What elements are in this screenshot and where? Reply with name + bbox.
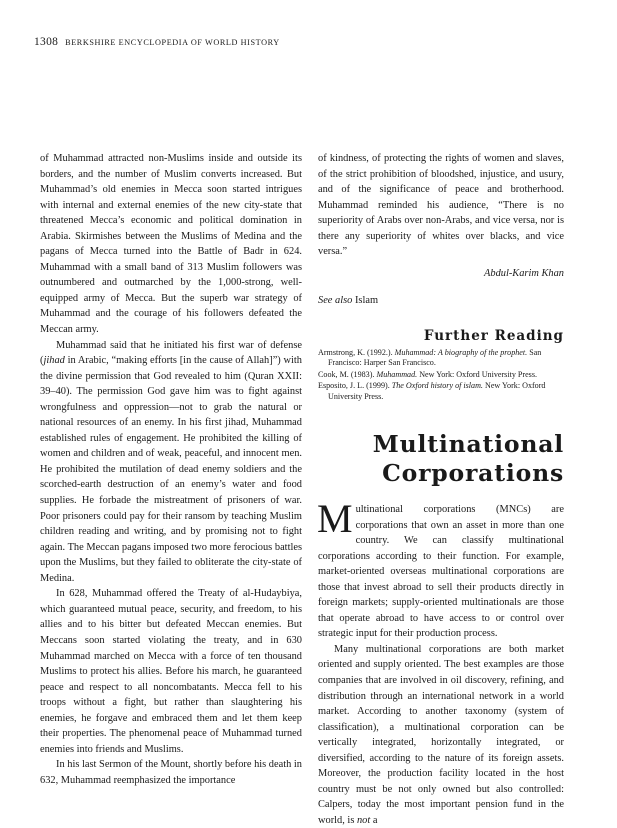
further-reading-heading: Further Reading — [423, 327, 564, 344]
text-run: in Arabic, “making efforts [in the cause of Allah]”) with the divine permission that God revealed to him (Quran XXII: 39–40). The permission God gave him was to fight against wrongfulness and oppression—not to grab the natural or national resources of an enemy. In his first jihad, Muhammad established rules of engagement. He prohibited the killing of women and children and of weak, peaceful, and innocent men. He prohibited the mutilation of dead enemy soldiers and the scorched-earth destruction of an enemy’s water and food supplies. He forbade the mistreatment of prisoners of war. Poor prisoners could pay for their ransom by teaching Muslim children reading and writing, and by promising not to fight again. The Meccan pagans imposed two more ferocious battles upon the Muslims, but they failed to obliterate the city-state of Medina. — [40, 355, 302, 584]
ref-title: Muhammad: A biography of the prophet. — [394, 347, 528, 357]
ref-author: Armstrong, K. (1992.). — [318, 347, 395, 357]
ref-publisher: San Francisco: Harper San Francisco. — [328, 347, 542, 368]
reference-item — [318, 370, 564, 380]
text-run: Many multinational corporations are both market oriented and supply oriented. The best examples are those companies that are involved in oil discovery, refining, and distribution through an international network in a world market. According to another taxonomy (system of classification), a multinational corporation can be vertically integrated, horizontally integrated, or diversified, according to the nature of its foreign assets. Moreover, the production facility located in the host country must be not only owned but also controlled: Calpers, today the most important pension fund in the world, is — [318, 643, 564, 826]
text-run: Muhammad said that he initiated his first war of defense ( — [40, 339, 302, 367]
text-run: a — [370, 814, 378, 826]
reference-item — [318, 348, 564, 369]
paragraph: of kindness, of protecting the rights of women and slaves, of the strict prohibition of bloodshed, injustice, and usury, and of the significance of peace and brotherhood. Muhammad reminded his audience, “There is no superiority of Arabs over non-Arabs, and vice versa, nor is there any superiority of whites over blacks, and vice versa.” — [318, 153, 564, 258]
see-also-link[interactable]: Islam — [352, 295, 379, 307]
ref-title: Muhammad. — [376, 369, 418, 379]
paragraph: In 628, Muhammad offered the Treaty of al-Hudaybiya, which guaranteed mutual peace, security, and freedom, to his allies and to his bitter but defeated Meccan enemies. But Meccans soon started violating the treaty, and in 630 Muhammad marched on Mecca with a force of ten thousand Muslims to protect his allies. Before his march, he guaranteed peace and respect to all noncombatants. Mecca fell to his troops without a fight, but rather than slaughtering his enemies, he forgave and embraced them and let them keep their properties. The phenomenal peace of Muhammad turned enemies into friends and Muslims. — [40, 588, 302, 755]
right-column — [318, 151, 564, 828]
article-title-line: Multinational — [372, 429, 564, 458]
ref-publisher: New York: Oxford University Press. — [328, 381, 546, 401]
paragraph — [318, 642, 564, 828]
paragraph: In his last Sermon of the Mount, shortly before his death in 632, Muhammad reemphasized the importance — [40, 759, 302, 786]
ref-publisher: New York: Oxford University Press. — [417, 369, 538, 379]
ref-author: Cook, M. (1983). — [318, 369, 377, 379]
italic-term: jihad — [43, 355, 65, 367]
text-run: ultinational corporations (MNCs) are corporations that own an asset in more than one country. We can classify multinational corporations according to their function. For example, market-oriented overseas multinational corporations are those that invest abroad to sell their products directly in foreign markets; supply-oriented multinationals are those that operate abroad to have access to or control over strategic input for their production process. — [318, 503, 564, 640]
page-number: 1308 — [34, 36, 59, 48]
article-title — [318, 430, 564, 488]
ref-title: The Oxford history of islam. — [391, 381, 483, 391]
see-also — [318, 293, 564, 309]
running-title: BERKSHIRE ENCYCLOPEDIA OF WORLD HISTORY — [65, 38, 280, 47]
paragraph — [40, 338, 302, 587]
running-header — [34, 36, 594, 48]
author-signature: Abdul-Karim Khan — [484, 267, 564, 279]
ref-author: Esposito, J. L. (1999). — [318, 381, 392, 391]
article-title-line: Corporations — [382, 458, 564, 487]
lead-paragraph — [317, 495, 564, 642]
italic-term: not — [356, 814, 371, 826]
see-also-label: See also — [318, 295, 353, 307]
drop-cap: M — [317, 495, 353, 541]
paragraph: of Muhammad attracted non-Muslims inside and outside its borders, and the number of Muslim converts increased. But Muhammad’s old enemies in Mecca soon started intrigues with internal and external enemies of the new city-state that threatened Mecca’s economic and political domination in Arabia. Skirmishes between the Muslims of Medina and the pagans of Mecca turned into the Battle of Badr in 624. Muhammad with a small band of 313 Muslim followers was outnumbered and outmarched by the 1,000-strong, well-equipped army of Mecca. But the superb war strategy of Muhammad and the courage of his followers defeated the Meccan army. — [40, 153, 302, 336]
reference-item — [318, 381, 564, 402]
reference-list — [318, 348, 564, 402]
left-column — [40, 151, 302, 788]
